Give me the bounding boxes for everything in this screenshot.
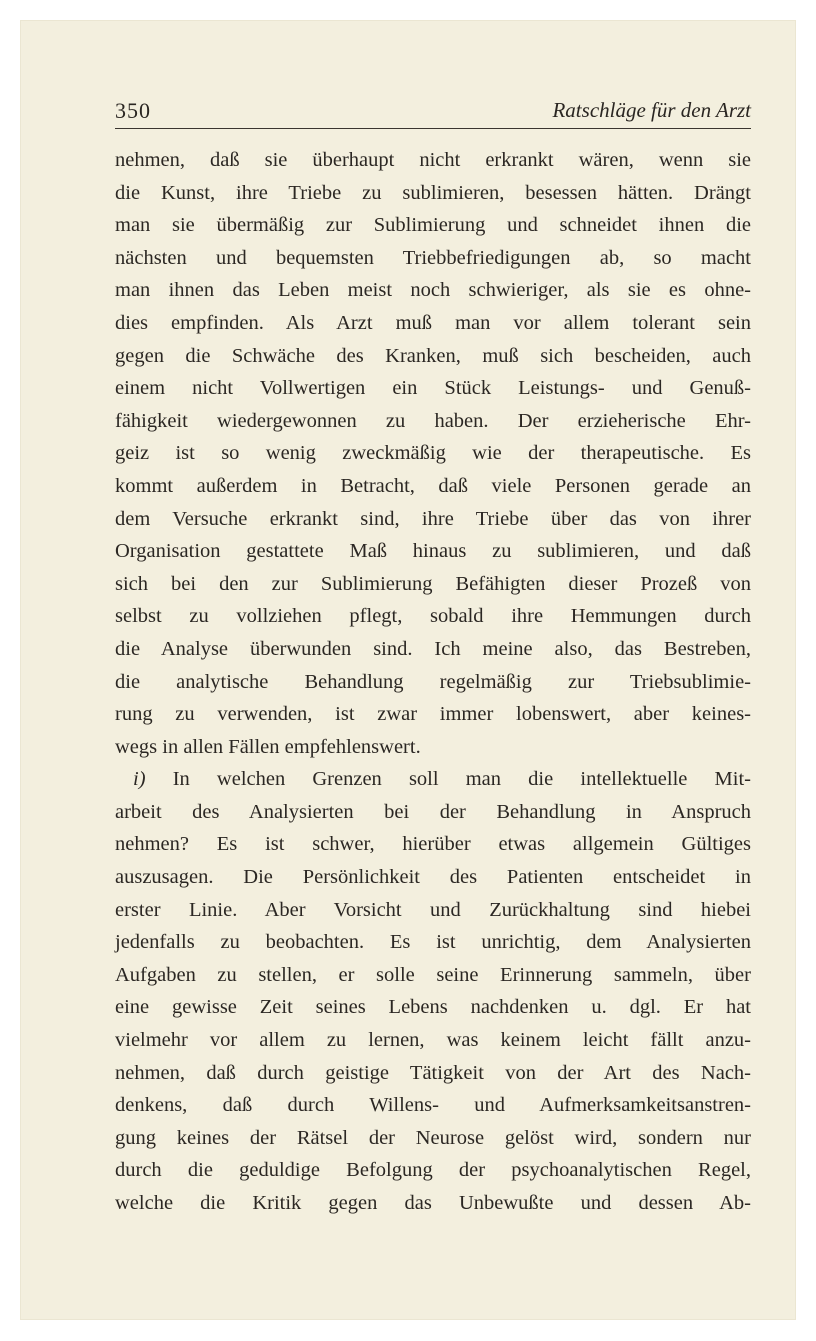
text-line: nehmen, daß sie überhaupt nicht erkrankt wären, wenn sie <box>115 149 751 171</box>
text-line <box>115 763 751 796</box>
paragraph <box>115 144 751 763</box>
text-line: Organisation gestattete Maß hinaus zu sublimieren, und daß <box>115 540 751 563</box>
body-text <box>115 144 751 1220</box>
running-title: Ratschläge für den Arzt <box>552 98 751 122</box>
text-line: durch die geduldige Befolgung der psychoanalytischen Regel, <box>115 1159 751 1182</box>
text-line: nächsten und bequemsten Triebbefriedigungen ab, so macht <box>115 246 751 269</box>
text-line: die Analyse überwunden sind. Ich meine also, das Bestreben, <box>115 637 751 660</box>
text-line: geiz ist so wenig zweckmäßig wie der therapeutische. Es <box>115 442 751 465</box>
text-line: man sie übermäßig zur Sublimierung und schneidet ihnen die <box>115 214 751 237</box>
text-line: man ihnen das Leben meist noch schwieriger, als sie es ohne- <box>115 279 751 302</box>
text-line: jedenfalls zu beobachten. Es ist unrichtig, dem Analysierten <box>115 931 751 954</box>
running-header <box>115 98 751 128</box>
text-line: kommt außerdem in Betracht, daß viele Personen gerade an <box>115 474 751 497</box>
text-line: nehmen, daß durch geistige Tätigkeit von der Art des Nach- <box>115 1061 751 1084</box>
header-rule <box>115 128 751 129</box>
text-line: die analytische Behandlung regelmäßig zur Triebsublimie- <box>115 670 751 693</box>
text-line: rung zu verwenden, ist zwar immer lobenswert, aber keines- <box>115 703 751 726</box>
text-line: gegen die Schwäche des Kranken, muß sich bescheiden, auch <box>115 344 751 367</box>
text-line: sich bei den zur Sublimierung Befähigten dieser Prozeß von <box>115 572 751 595</box>
paragraph-item-i <box>115 763 751 1219</box>
text-line: nehmen? Es ist schwer, hierüber etwas allgemein Gültiges <box>115 833 751 856</box>
text-line-content: In welchen Grenzen soll man die intellektuelle Mit- <box>145 768 751 791</box>
text-line: arbeit des Analysierten bei der Behandlung in Anspruch <box>115 800 751 823</box>
text-line: einem nicht Vollwertigen ein Stück Leistungs- und Genuß- <box>115 377 751 400</box>
page-number: 350 <box>115 98 151 123</box>
book-page <box>20 20 796 1320</box>
text-line: dies empfinden. Als Arzt muß man vor allem tolerant sein <box>115 311 751 334</box>
text-line: erster Linie. Aber Vorsicht und Zurückhaltung sind hiebei <box>115 898 751 921</box>
text-line: eine gewisse Zeit seines Lebens nachdenken u. dgl. Er hat <box>115 996 751 1019</box>
text-line: die Kunst, ihre Triebe zu sublimieren, besessen hätten. Drängt <box>115 181 751 204</box>
text-line: vielmehr vor allem zu lernen, was keinem leicht fällt anzu- <box>115 1029 751 1052</box>
text-line: denkens, daß durch Willens- und Aufmerksamkeitsanstren- <box>115 1094 751 1117</box>
text-line: Aufgaben zu stellen, er solle seine Erinnerung sammeln, über <box>115 963 751 986</box>
text-line: selbst zu vollziehen pflegt, sobald ihre Hemmungen durch <box>115 605 751 628</box>
text-line: auszusagen. Die Persönlichkeit des Patienten entscheidet in <box>115 866 751 889</box>
text-line: fähigkeit wiedergewonnen zu haben. Der erzieherische Ehr- <box>115 409 751 432</box>
text-line: gung keines der Rätsel der Neurose gelöst wird, sondern nur <box>115 1126 751 1149</box>
text-line: dem Versuche erkrankt sind, ihre Triebe über das von ihrer <box>115 507 751 530</box>
item-label: i) <box>133 768 146 791</box>
text-line: welche die Kritik gegen das Unbewußte und dessen Ab- <box>115 1192 751 1214</box>
text-line: wegs in allen Fällen empfehlenswert. <box>115 735 421 758</box>
